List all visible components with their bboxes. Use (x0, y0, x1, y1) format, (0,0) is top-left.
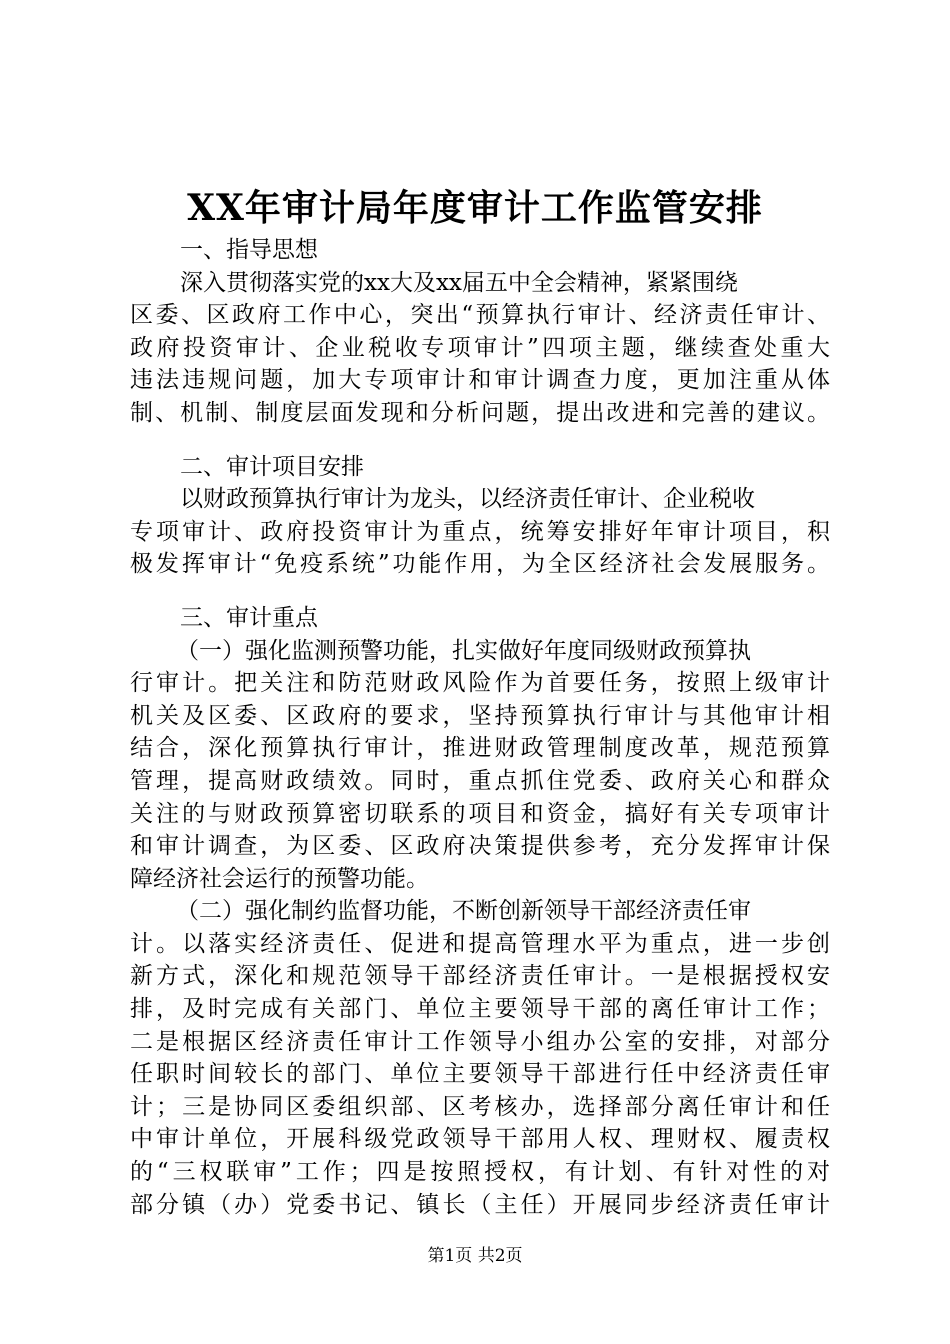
paragraph-line: 的“三权联审”工作；四是按照授权，有计划、有针对性的对 (130, 1159, 830, 1186)
paragraph-line: 管理，提高财政绩效。同时，重点抓住党委、政府关心和群众 (130, 767, 830, 794)
paragraph-line: 深入贯彻落实党的xx大及xx届五中全会精神，紧紧围绕 (180, 269, 738, 296)
paragraph-line: 结合，深化预算执行审计，推进财政管理制度改革，规范预算 (130, 735, 830, 762)
paragraph-line: （二）强化制约监督功能，不断创新领导干部经济责任审 (176, 898, 751, 925)
section-gap (130, 430, 830, 451)
paragraph-line: 计；三是协同区委组织部、区考核办，选择部分离任审计和任 (130, 1093, 830, 1120)
paragraph-line: 和审计调查，为区委、区政府决策提供参考，充分发挥审计保 (130, 833, 830, 860)
page-footer: 第1页 共2页 (427, 1246, 523, 1266)
paragraph-line: 部分镇（办）党委书记、镇长（主任）开展同步经济责任审计 (130, 1191, 830, 1218)
paragraph-line: 区委、区政府工作中心，突出“预算执行审计、经济责任审计、 (130, 302, 830, 329)
paragraph-line: 违法违规问题，加大专项审计和审计调查力度，更加注重从体 (130, 367, 830, 394)
paragraph-line: 制、机制、制度层面发现和分析问题，提出改进和完善的建议。 (130, 399, 830, 426)
section-heading: 一、指导思想 (180, 237, 318, 263)
paragraph-line: 二是根据区经济责任审计工作领导小组办公室的安排，对部分 (130, 1028, 830, 1055)
paragraph-line: 计。以落实经济责任、促进和提高管理水平为重点，进一步创 (130, 930, 830, 957)
section-heading: 二、审计项目安排 (180, 453, 364, 480)
section-gap (130, 581, 830, 602)
document-body (130, 234, 830, 1221)
paragraph-line: 行审计。把关注和防范财政风险作为首要任务，按照上级审计 (130, 670, 830, 697)
paragraph-line: 任职时间较长的部门、单位主要领导干部进行任中经济责任审 (130, 1061, 830, 1088)
paragraph-line: 机关及区委、区政府的要求，坚持预算执行审计与其他审计相 (130, 702, 830, 729)
paragraph-line: 专项审计、政府投资审计为重点，统筹安排好年审计项目，积 (130, 518, 830, 545)
paragraph-line: （一）强化监测预警功能，扎实做好年度同级财政预算执 (176, 637, 751, 664)
paragraph-line: 以财政预算执行审计为龙头，以经济责任审计、企业税收 (180, 486, 755, 513)
paragraph-line: 新方式，深化和规范领导干部经济责任审计。一是根据授权安 (130, 963, 830, 990)
paragraph-line: 排，及时完成有关部门、单位主要领导干部的离任审计工作； (130, 996, 830, 1023)
paragraph-line: 中审计单位，开展科级党政领导干部用人权、理财权、履责权 (130, 1126, 830, 1153)
section-heading: 三、审计重点 (180, 604, 318, 631)
paragraph-line: 极发挥审计“免疫系统”功能作用，为全区经济社会发展服务。 (130, 551, 830, 578)
paragraph-line: 障经济社会运行的预警功能。 (130, 865, 429, 892)
paragraph-line: 关注的与财政预算密切联系的项目和资金，搞好有关专项审计 (130, 800, 830, 827)
paragraph-line: 政府投资审计、企业税收专项审计”四项主题，继续查处重大 (130, 334, 830, 361)
document-title: XX年审计局年度审计工作监管安排 (187, 187, 763, 229)
